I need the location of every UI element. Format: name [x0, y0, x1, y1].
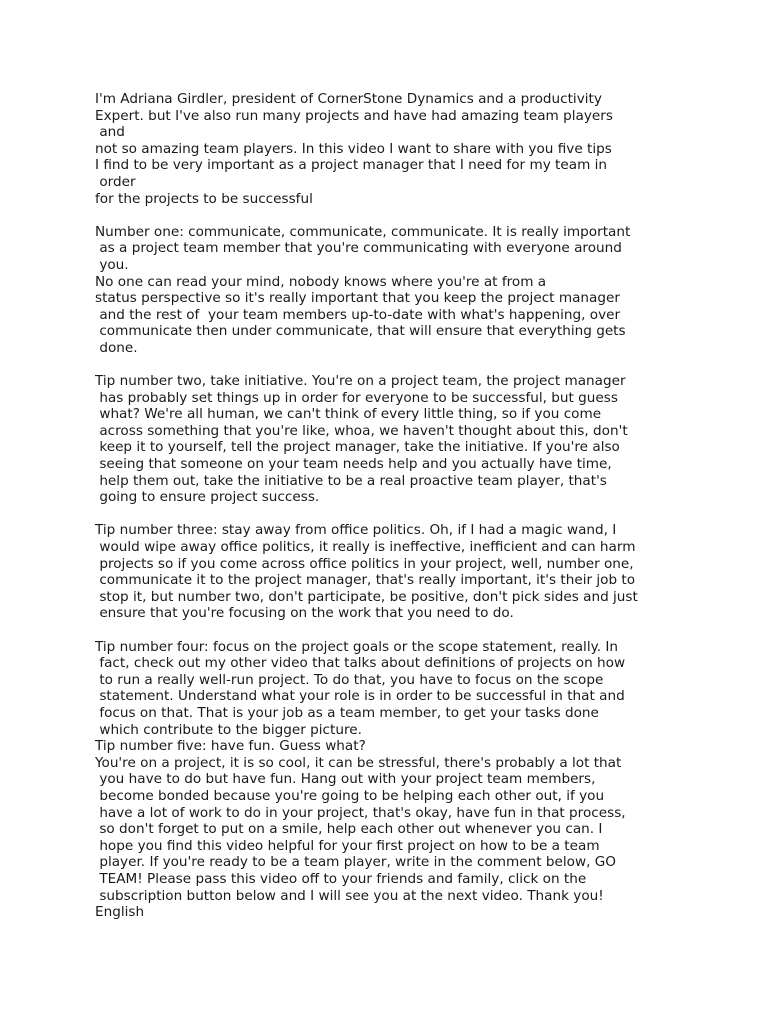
- text-line: you have to do but have fun. Hang out with your project team members,: [95, 771, 596, 788]
- text-line: Tip number five: have fun. Guess what?: [95, 738, 366, 755]
- text-line: has probably set things up in order for everyone to be successful, but guess: [95, 389, 618, 406]
- text-line: to run a really well-run project. To do that, you have to focus on the scope: [95, 671, 604, 688]
- text-line: communicate it to the project manager, that's really important, it's their job to: [95, 572, 636, 589]
- transcript-document: [95, 91, 695, 921]
- text-line: Tip number two, take initiative. You're on a project team, the project manager: [95, 373, 626, 390]
- text-line: stop it, but number two, don't participate, be positive, don't pick sides and just: [95, 588, 638, 605]
- text-line: help them out, take the initiative to be a real proactive team player, that's: [95, 472, 607, 489]
- paragraph-break: [95, 622, 695, 639]
- text-line: player. If you're ready to be a team player, write in the comment below, GO: [95, 854, 616, 871]
- text-line: for the projects to be successful: [95, 190, 313, 207]
- text-line: Expert. but I've also run many projects and have had amazing team players: [95, 107, 613, 124]
- text-line: going to ensure project success.: [95, 489, 320, 506]
- text-line: and the rest of your team members up-to-date with what's happening, over: [95, 306, 621, 323]
- text-line: done.: [95, 339, 138, 356]
- text-line: so don't forget to put on a smile, help each other out whenever you can. I: [95, 821, 603, 838]
- text-line: keep it to yourself, tell the project manager, take the initiative. If you're also: [95, 439, 620, 456]
- text-line: you.: [95, 256, 129, 273]
- paragraph-break: [95, 357, 695, 374]
- paragraph-break: [95, 506, 695, 523]
- text-line: as a project team member that you're communicating with everyone around: [95, 240, 622, 257]
- text-line: status perspective so it's really important that you keep the project manager: [95, 290, 620, 307]
- text-line: TEAM! Please pass this video off to your friends and family, click on the: [95, 870, 587, 887]
- paragraph-break: [95, 207, 695, 224]
- text-line: Number one: communicate, communicate, communicate. It is really important: [95, 223, 631, 240]
- text-line: become bonded because you're going to be helping each other out, if you: [95, 787, 605, 804]
- text-line: I find to be very important as a project manager that I need for my team in: [95, 157, 608, 174]
- text-line: statement. Understand what your role is in order to be successful in that and: [95, 688, 625, 705]
- text-line: and: [95, 124, 125, 141]
- text-line: focus on that. That is your job as a team member, to get your tasks done: [95, 704, 599, 721]
- text-line: across something that you're like, whoa, we haven't thought about this, don't: [95, 422, 628, 439]
- text-line: projects so if you come across office politics in your project, well, number one,: [95, 555, 634, 572]
- text-line: ensure that you're focusing on the work that you need to do.: [95, 605, 514, 622]
- text-line: would wipe away office politics, it really is ineffective, inefficient and can harm: [95, 539, 636, 556]
- text-line: You're on a project, it is so cool, it can be stressful, there's probably a lot that: [95, 754, 622, 771]
- text-line: I'm Adriana Girdler, president of CornerStone Dynamics and a productivity: [95, 91, 602, 107]
- text-line: English: [95, 904, 145, 921]
- text-line: Tip number three: stay away from office politics. Oh, if I had a magic wand, I: [95, 522, 617, 539]
- text-line: subscription button below and I will see you at the next video. Thank you!: [95, 887, 604, 904]
- text-line: seeing that someone on your team needs help and you actually have time,: [95, 456, 612, 473]
- text-line: have a lot of work to do in your project, that's okay, have fun in that process,: [95, 804, 626, 821]
- text-line: Tip number four: focus on the project goals or the scope statement, really. In: [95, 638, 618, 655]
- text-line: fact, check out my other video that talks about definitions of projects on how: [95, 655, 626, 672]
- text-line: hope you find this video helpful for your first project on how to be a team: [95, 837, 600, 854]
- text-line: order: [95, 173, 136, 190]
- text-line: what? We're all human, we can't think of every little thing, so if you come: [95, 406, 602, 423]
- text-line: No one can read your mind, nobody knows where you're at from a: [95, 273, 547, 290]
- text-line: which contribute to the bigger picture.: [95, 721, 362, 738]
- text-line: communicate then under communicate, that will ensure that everything gets: [95, 323, 626, 340]
- text-line: not so amazing team players. In this video I want to share with you five tips: [95, 140, 612, 157]
